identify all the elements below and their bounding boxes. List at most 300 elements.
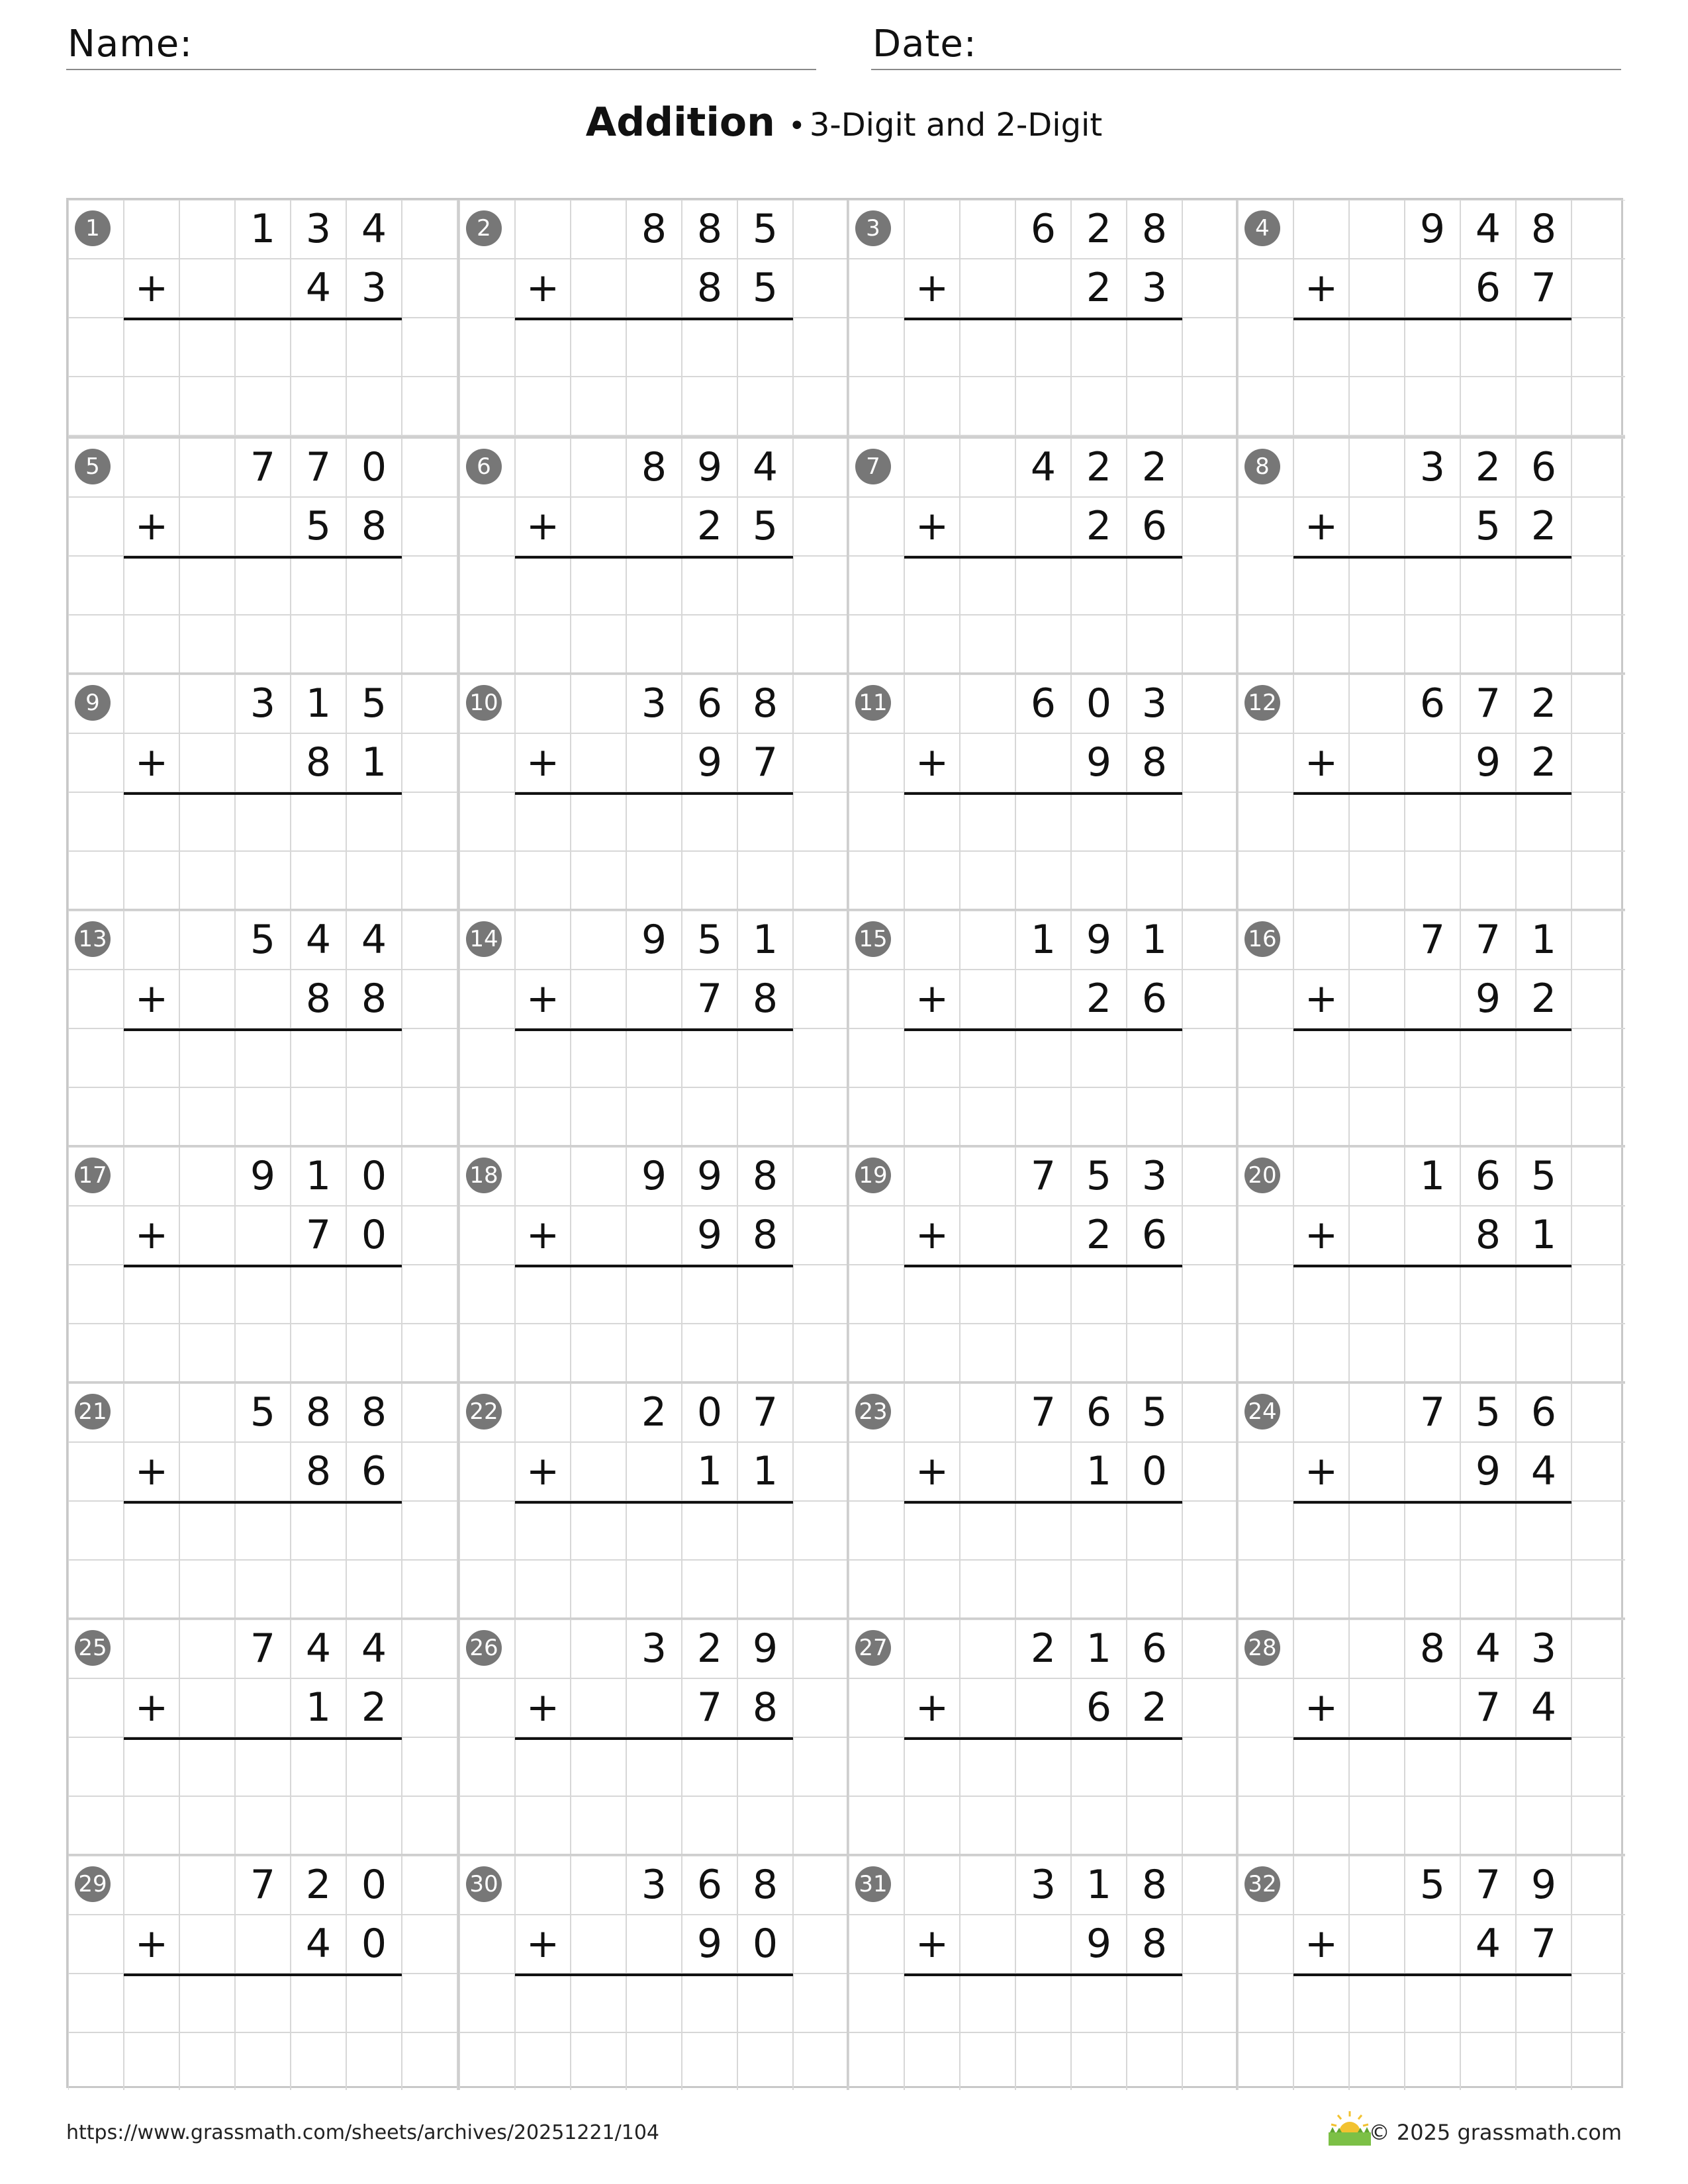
problem-15 — [847, 909, 1236, 1145]
top-digit: 8 — [1141, 206, 1168, 252]
bottom-digit: 2 — [1530, 739, 1557, 786]
bottom-digit: 5 — [1475, 503, 1501, 549]
bottom-digit: 8 — [1475, 1212, 1501, 1258]
top-digit: 1 — [305, 1153, 332, 1199]
bottom-digit: 2 — [1530, 503, 1557, 549]
problem-number-badge: 26 — [466, 1630, 502, 1666]
bottom-digit: 8 — [361, 503, 387, 549]
top-digit: 4 — [361, 206, 387, 252]
answer-line — [124, 792, 402, 795]
top-digit: 8 — [641, 444, 667, 490]
problem-number-badge: 30 — [466, 1866, 502, 1902]
problem-26 — [457, 1617, 847, 1854]
top-digit: 7 — [1475, 1862, 1501, 1908]
plus-sign: + — [134, 503, 169, 549]
top-digit: 2 — [1086, 444, 1112, 490]
answer-line — [904, 1974, 1182, 1976]
bottom-digit: 7 — [305, 1212, 332, 1258]
bottom-digit: 2 — [1086, 976, 1112, 1022]
bottom-digit: 8 — [305, 1448, 332, 1494]
problem-16 — [1236, 909, 1625, 1145]
problem-number-badge: 18 — [466, 1158, 502, 1193]
top-digit: 5 — [1475, 1389, 1501, 1435]
answer-line — [904, 1501, 1182, 1504]
answer-line — [904, 1028, 1182, 1031]
problem-3 — [847, 200, 1236, 436]
problem-13 — [68, 909, 457, 1145]
top-digit: 3 — [641, 680, 667, 727]
bottom-digit: 7 — [1530, 1921, 1557, 1967]
answer-line — [1293, 1737, 1571, 1740]
problem-number-badge: 12 — [1244, 685, 1280, 721]
answer-line — [124, 1501, 402, 1504]
top-digit: 2 — [696, 1625, 723, 1672]
top-digit: 1 — [1419, 1153, 1446, 1199]
top-digit: 2 — [1086, 206, 1112, 252]
answer-line — [904, 556, 1182, 559]
problem-number-badge: 7 — [855, 449, 891, 484]
bottom-digit: 1 — [305, 1684, 332, 1731]
plus-sign: + — [915, 976, 949, 1022]
top-digit: 2 — [1475, 444, 1501, 490]
top-digit: 7 — [1475, 917, 1501, 963]
top-digit: 7 — [752, 1389, 778, 1435]
bottom-digit: 2 — [696, 503, 723, 549]
problem-number-badge: 22 — [466, 1394, 502, 1430]
bottom-digit: 6 — [1141, 1212, 1168, 1258]
problem-14 — [457, 909, 847, 1145]
problem-number-badge: 11 — [855, 685, 891, 721]
answer-line — [1293, 556, 1571, 559]
problem-1 — [68, 200, 457, 436]
plus-sign: + — [134, 1448, 169, 1494]
top-digit: 8 — [1419, 1625, 1446, 1672]
problem-number-badge: 9 — [75, 685, 111, 721]
bottom-digit: 2 — [1530, 976, 1557, 1022]
bottom-digit: 7 — [696, 976, 723, 1022]
problem-4 — [1236, 200, 1625, 436]
bottom-digit: 7 — [752, 739, 778, 786]
bottom-digit: 9 — [696, 1921, 723, 1967]
problem-6 — [457, 436, 847, 672]
top-digit: 6 — [1030, 680, 1056, 727]
worksheet-title — [0, 99, 1688, 146]
top-digit: 2 — [641, 1389, 667, 1435]
answer-line — [515, 1028, 793, 1031]
answer-line — [1293, 318, 1571, 320]
bottom-digit: 5 — [752, 503, 778, 549]
top-digit: 9 — [250, 1153, 276, 1199]
sun-over-grass-icon — [1326, 2110, 1374, 2147]
top-digit: 3 — [1419, 444, 1446, 490]
bottom-digit: 1 — [361, 739, 387, 786]
top-digit: 8 — [361, 1389, 387, 1435]
top-digit: 7 — [1419, 917, 1446, 963]
plus-sign: + — [915, 1684, 949, 1731]
problem-number-badge: 28 — [1244, 1630, 1280, 1666]
problem-24 — [1236, 1381, 1625, 1617]
top-digit: 6 — [1141, 1625, 1168, 1672]
problem-22 — [457, 1381, 847, 1617]
top-digit: 0 — [361, 1153, 387, 1199]
top-digit: 9 — [1419, 206, 1446, 252]
answer-line — [515, 1501, 793, 1504]
plus-sign: + — [134, 739, 169, 786]
problem-number-badge: 14 — [466, 921, 502, 957]
answer-line — [515, 556, 793, 559]
plus-sign: + — [134, 265, 169, 311]
bottom-digit: 4 — [1530, 1684, 1557, 1731]
top-digit: 9 — [641, 1153, 667, 1199]
problem-number-badge: 25 — [75, 1630, 111, 1666]
bottom-digit: 7 — [1530, 265, 1557, 311]
plus-sign: + — [915, 1448, 949, 1494]
answer-line — [124, 1265, 402, 1267]
answer-line — [1293, 1974, 1571, 1976]
top-digit: 7 — [250, 444, 276, 490]
top-digit: 1 — [1141, 917, 1168, 963]
bottom-digit: 1 — [1086, 1448, 1112, 1494]
top-digit: 7 — [1030, 1153, 1056, 1199]
problem-number-badge: 15 — [855, 921, 891, 957]
problem-11 — [847, 672, 1236, 909]
answer-line — [124, 1028, 402, 1031]
bottom-digit: 9 — [696, 1212, 723, 1258]
top-digit: 0 — [696, 1389, 723, 1435]
plus-sign: + — [1304, 739, 1338, 786]
problem-number-badge: 20 — [1244, 1158, 1280, 1193]
problem-10 — [457, 672, 847, 909]
top-digit: 3 — [641, 1862, 667, 1908]
top-digit: 0 — [361, 1862, 387, 1908]
plus-sign: + — [526, 503, 560, 549]
top-digit: 1 — [250, 206, 276, 252]
top-digit: 8 — [305, 1389, 332, 1435]
top-digit: 4 — [361, 1625, 387, 1672]
plus-sign: + — [526, 1921, 560, 1967]
plus-sign: + — [526, 976, 560, 1022]
bottom-digit: 2 — [1086, 265, 1112, 311]
problem-number-badge: 3 — [855, 210, 891, 246]
top-digit: 8 — [696, 206, 723, 252]
problem-number-badge: 2 — [466, 210, 502, 246]
problem-number-badge: 31 — [855, 1866, 891, 1902]
top-digit: 7 — [1030, 1389, 1056, 1435]
problem-29 — [68, 1854, 457, 2090]
answer-line — [1293, 1265, 1571, 1267]
top-digit: 7 — [250, 1862, 276, 1908]
top-digit: 8 — [752, 1153, 778, 1199]
top-digit: 6 — [696, 1862, 723, 1908]
answer-line — [124, 556, 402, 559]
plus-sign: + — [1304, 1212, 1338, 1258]
bottom-digit: 2 — [1086, 503, 1112, 549]
top-digit: 4 — [1030, 444, 1056, 490]
name-label: Name: — [68, 23, 193, 66]
top-digit: 4 — [752, 444, 778, 490]
footer-url[interactable]: https://www.grassmath.com/sheets/archives/20251221/104 — [66, 2121, 660, 2144]
top-digit: 8 — [752, 1862, 778, 1908]
top-digit: 9 — [752, 1625, 778, 1672]
problem-number-badge: 29 — [75, 1866, 111, 1902]
bottom-digit: 8 — [752, 1684, 778, 1731]
problem-number-badge: 16 — [1244, 921, 1280, 957]
top-digit: 5 — [752, 206, 778, 252]
bottom-digit: 9 — [1475, 739, 1501, 786]
bottom-digit: 1 — [696, 1448, 723, 1494]
top-digit: 2 — [1030, 1625, 1056, 1672]
top-digit: 5 — [250, 1389, 276, 1435]
plus-sign: + — [915, 739, 949, 786]
bottom-digit: 8 — [305, 976, 332, 1022]
top-digit: 3 — [1141, 680, 1168, 727]
problem-number-badge: 5 — [75, 449, 111, 484]
problem-number-badge: 23 — [855, 1394, 891, 1430]
bottom-digit: 3 — [1141, 265, 1168, 311]
bottom-digit: 6 — [1141, 976, 1168, 1022]
top-digit: 1 — [1030, 917, 1056, 963]
top-digit: 2 — [305, 1862, 332, 1908]
plus-sign: + — [1304, 976, 1338, 1022]
top-digit: 8 — [641, 206, 667, 252]
top-digit: 4 — [305, 917, 332, 963]
top-digit: 7 — [1475, 680, 1501, 727]
bottom-digit: 6 — [1141, 503, 1168, 549]
problem-number-badge: 21 — [75, 1394, 111, 1430]
bottom-digit: 6 — [361, 1448, 387, 1494]
bottom-digit: 9 — [1475, 1448, 1501, 1494]
plus-sign: + — [526, 1684, 560, 1731]
plus-sign: + — [134, 1921, 169, 1967]
top-digit: 0 — [1086, 680, 1112, 727]
problem-31 — [847, 1854, 1236, 2090]
bottom-digit: 8 — [752, 1212, 778, 1258]
bottom-digit: 7 — [1475, 1684, 1501, 1731]
answer-line — [1293, 1028, 1571, 1031]
plus-sign: + — [915, 503, 949, 549]
problem-number-badge: 19 — [855, 1158, 891, 1193]
top-digit: 5 — [1086, 1153, 1112, 1199]
top-digit: 1 — [1086, 1862, 1112, 1908]
problem-number-badge: 13 — [75, 921, 111, 957]
top-digit: 3 — [1141, 1153, 1168, 1199]
top-digit: 6 — [1030, 206, 1056, 252]
problem-18 — [457, 1145, 847, 1381]
problem-number-badge: 1 — [75, 210, 111, 246]
bottom-digit: 8 — [305, 739, 332, 786]
problem-number-badge: 4 — [1244, 210, 1280, 246]
bottom-digit: 9 — [1475, 976, 1501, 1022]
answer-line — [1293, 1501, 1571, 1504]
bottom-digit: 6 — [1086, 1684, 1112, 1731]
top-digit: 7 — [1419, 1389, 1446, 1435]
problem-number-badge: 24 — [1244, 1394, 1280, 1430]
top-digit: 8 — [752, 680, 778, 727]
plus-sign: + — [526, 1448, 560, 1494]
footer-copyright: © 2025 grassmath.com — [1368, 2120, 1622, 2145]
problem-28 — [1236, 1617, 1625, 1854]
bottom-digit: 7 — [696, 1684, 723, 1731]
top-digit: 7 — [250, 1625, 276, 1672]
top-digit: 6 — [1530, 1389, 1557, 1435]
top-digit: 6 — [1475, 1153, 1501, 1199]
bottom-digit: 2 — [361, 1684, 387, 1731]
top-digit: 4 — [361, 917, 387, 963]
top-digit: 6 — [1086, 1389, 1112, 1435]
problem-number-badge: 10 — [466, 685, 502, 721]
top-digit: 9 — [641, 917, 667, 963]
top-digit: 5 — [1419, 1862, 1446, 1908]
bottom-digit: 1 — [1530, 1212, 1557, 1258]
bottom-digit: 0 — [361, 1212, 387, 1258]
top-digit: 5 — [696, 917, 723, 963]
bottom-digit: 8 — [361, 976, 387, 1022]
problem-number-badge: 6 — [466, 449, 502, 484]
top-digit: 6 — [1419, 680, 1446, 727]
problem-number-badge: 8 — [1244, 449, 1280, 484]
plus-sign: + — [1304, 265, 1338, 311]
plus-sign: + — [915, 1212, 949, 1258]
bottom-digit: 4 — [305, 1921, 332, 1967]
top-digit: 3 — [641, 1625, 667, 1672]
answer-line — [515, 1265, 793, 1267]
problem-17 — [68, 1145, 457, 1381]
problem-21 — [68, 1381, 457, 1617]
top-digit: 9 — [1530, 1862, 1557, 1908]
top-digit: 2 — [1141, 444, 1168, 490]
plus-sign: + — [1304, 503, 1338, 549]
answer-line — [904, 318, 1182, 320]
name-field[interactable] — [66, 20, 816, 70]
bottom-digit: 0 — [361, 1921, 387, 1967]
top-digit: 7 — [305, 444, 332, 490]
top-digit: 5 — [1530, 1153, 1557, 1199]
problem-7 — [847, 436, 1236, 672]
answer-line — [515, 792, 793, 795]
top-digit: 1 — [1530, 917, 1557, 963]
problem-32 — [1236, 1854, 1625, 2090]
plus-sign: + — [134, 1684, 169, 1731]
bottom-digit: 8 — [752, 976, 778, 1022]
top-digit: 0 — [361, 444, 387, 490]
top-digit: 6 — [1530, 444, 1557, 490]
bottom-digit: 9 — [696, 739, 723, 786]
problem-27 — [847, 1617, 1236, 1854]
top-digit: 4 — [305, 1625, 332, 1672]
bottom-digit: 9 — [1086, 1921, 1112, 1967]
bottom-digit: 3 — [361, 265, 387, 311]
answer-line — [124, 1974, 402, 1976]
top-digit: 9 — [1086, 917, 1112, 963]
problem-number-badge: 27 — [855, 1630, 891, 1666]
answer-line — [904, 792, 1182, 795]
top-digit: 2 — [1530, 680, 1557, 727]
answer-line — [124, 1737, 402, 1740]
bottom-digit: 4 — [1475, 1921, 1501, 1967]
problem-23 — [847, 1381, 1236, 1617]
plus-sign: + — [1304, 1921, 1338, 1967]
problem-number-badge: 32 — [1244, 1866, 1280, 1902]
problem-9 — [68, 672, 457, 909]
problem-number-badge: 17 — [75, 1158, 111, 1193]
plus-sign: + — [134, 976, 169, 1022]
date-label: Date: — [872, 23, 977, 66]
answer-line — [515, 1974, 793, 1976]
bottom-digit: 6 — [1475, 265, 1501, 311]
answer-line — [124, 318, 402, 320]
bottom-digit: 1 — [752, 1448, 778, 1494]
title-main: Addition — [585, 99, 775, 146]
bottom-digit: 5 — [752, 265, 778, 311]
top-digit: 5 — [250, 917, 276, 963]
date-field[interactable] — [871, 20, 1621, 70]
bottom-digit: 8 — [696, 265, 723, 311]
problem-30 — [457, 1854, 847, 2090]
top-digit: 8 — [1530, 206, 1557, 252]
plus-sign: + — [526, 1212, 560, 1258]
problem-20 — [1236, 1145, 1625, 1381]
top-digit: 3 — [250, 680, 276, 727]
plus-sign: + — [1304, 1448, 1338, 1494]
top-digit: 4 — [1475, 206, 1501, 252]
bottom-digit: 4 — [305, 265, 332, 311]
problem-25 — [68, 1617, 457, 1854]
bottom-digit: 2 — [1141, 1684, 1168, 1731]
problem-5 — [68, 436, 457, 672]
bottom-digit: 9 — [1086, 739, 1112, 786]
bottom-digit: 8 — [1141, 1921, 1168, 1967]
problem-grid — [66, 198, 1623, 2088]
plus-sign: + — [1304, 1684, 1338, 1731]
plus-sign: + — [526, 739, 560, 786]
bottom-digit: 0 — [1141, 1448, 1168, 1494]
title-bullet: • — [788, 109, 806, 143]
bottom-digit: 2 — [1086, 1212, 1112, 1258]
top-digit: 5 — [1141, 1389, 1168, 1435]
top-digit: 1 — [752, 917, 778, 963]
answer-line — [1293, 792, 1571, 795]
answer-line — [515, 318, 793, 320]
bottom-digit: 8 — [1141, 739, 1168, 786]
plus-sign: + — [134, 1212, 169, 1258]
top-digit: 6 — [696, 680, 723, 727]
bottom-digit: 4 — [1530, 1448, 1557, 1494]
plus-sign: + — [915, 265, 949, 311]
bottom-digit: 5 — [305, 503, 332, 549]
top-digit: 3 — [305, 206, 332, 252]
top-digit: 9 — [696, 1153, 723, 1199]
problem-12 — [1236, 672, 1625, 909]
answer-line — [904, 1265, 1182, 1267]
plus-sign: + — [526, 265, 560, 311]
top-digit: 1 — [305, 680, 332, 727]
top-digit: 1 — [1086, 1625, 1112, 1672]
problem-2 — [457, 200, 847, 436]
problem-8 — [1236, 436, 1625, 672]
answer-line — [515, 1737, 793, 1740]
top-digit: 4 — [1475, 1625, 1501, 1672]
top-digit: 8 — [1141, 1862, 1168, 1908]
bottom-digit: 0 — [752, 1921, 778, 1967]
top-digit: 5 — [361, 680, 387, 727]
top-digit: 3 — [1030, 1862, 1056, 1908]
title-subtitle: 3-Digit and 2-Digit — [809, 107, 1103, 144]
answer-line — [904, 1737, 1182, 1740]
top-digit: 3 — [1530, 1625, 1557, 1672]
top-digit: 9 — [696, 444, 723, 490]
problem-19 — [847, 1145, 1236, 1381]
plus-sign: + — [915, 1921, 949, 1967]
